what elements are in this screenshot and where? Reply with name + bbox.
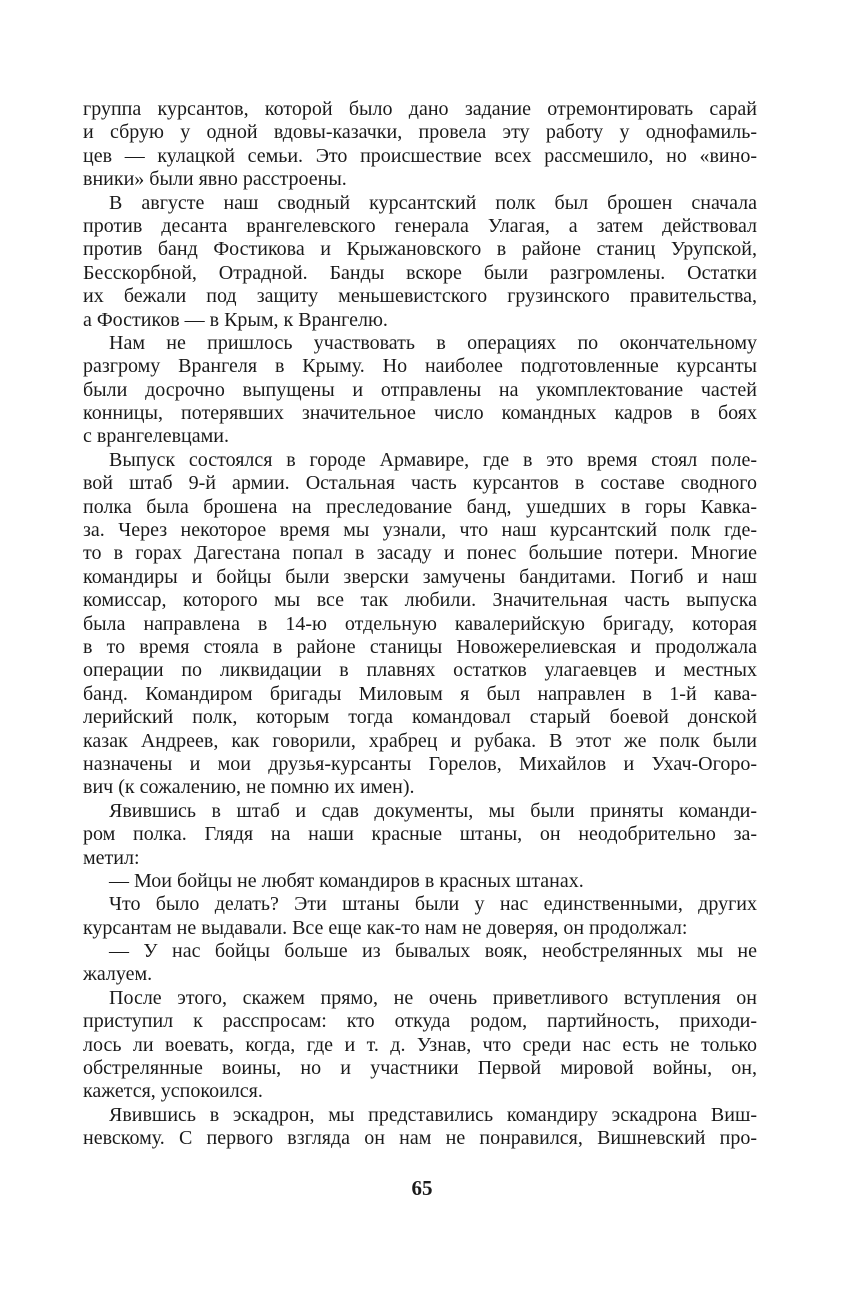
text-line: Явившись в эскадрон, мы представились командиру эскадрона Виш-: [109, 1103, 757, 1126]
paragraph: [83, 1104, 757, 1151]
text-line: назначены и мои друзья-курсанты Горелов, Михайлов и Ухач-Огоро-: [83, 752, 757, 775]
text-line: казак Андреев, как говорили, храбрец и рубака. В этот же полк были: [83, 729, 757, 752]
text-line: цев — кулацкой семьи. Это происшествие всех рассмешило, но «вино-: [83, 144, 757, 167]
text-line: то в горах Дагестана попал в засаду и понес большие потери. Многие: [83, 542, 757, 565]
page-number: 65: [411, 1176, 433, 1200]
text-line: лось ли воевать, когда, где и т. д. Узнав, что среди нас есть не только: [83, 1033, 757, 1056]
text-line: вники» были явно расстроены.: [83, 168, 347, 191]
text-line: После этого, скажем прямо, не очень приветливого вступления он: [109, 986, 757, 1009]
text-line: жалуем.: [83, 963, 153, 986]
text-line: группа курсантов, которой было дано задание отремонтировать сарай: [83, 98, 757, 120]
text-line: Нам не пришлось участвовать в операциях по окончательному: [109, 331, 757, 354]
text-line: операции по ликвидации в плавнях остатков улагаевцев и местных: [83, 659, 757, 682]
text-line: против банд Фостикова и Крыжановского в районе станиц Урупской,: [83, 238, 757, 261]
paragraph: [83, 192, 757, 332]
text-line: вич (к сожалению, не помню их имен).: [83, 776, 415, 799]
text-line: конницы, потерявших значительное число командных кадров в боях: [83, 402, 757, 425]
text-line: Что было делать? Эти штаны были у нас единственными, других: [109, 893, 757, 916]
text-line: были досрочно выпущены и отправлены на укомплектование частей: [83, 378, 757, 401]
text-line: ром полка. Глядя на наши красные штаны, он неодобрительно за-: [83, 823, 757, 846]
paragraph: [83, 332, 757, 449]
text-line: обстрелянные воины, но и участники Первой мировой войны, он,: [83, 1057, 757, 1080]
text-line: кажется, успокоился.: [83, 1080, 263, 1103]
text-line: и сбрую у одной вдовы-казачки, провела эту работу у однофамиль-: [83, 121, 757, 144]
paragraph: [83, 449, 757, 800]
paragraph: [83, 98, 757, 192]
paragraph: [83, 870, 757, 893]
text-line: полка была брошена на преследование банд, ушедших в горы Кавка-: [83, 495, 757, 518]
text-line: Выпуск состоялся в городе Армавире, где в это время стоял поле-: [109, 448, 757, 471]
text-line: разгрому Врангеля в Крыму. Но наиболее подготовленные курсанты: [83, 355, 757, 378]
paragraph: [83, 800, 757, 870]
page-body-text: [83, 98, 757, 1151]
text-line: Явившись в штаб и сдав документы, мы были приняты команди-: [109, 799, 757, 822]
text-line: против десанта врангелевского генерала Улагая, а затем действовал: [83, 214, 757, 237]
text-line: банд. Командиром бригады Миловым я был направлен в 1-й кава-: [83, 682, 757, 705]
text-line: комиссар, которого мы все так любили. Значительная часть выпуска: [83, 589, 757, 612]
paragraph: [83, 940, 757, 987]
text-line: их бежали под защиту меньшевистского грузинского правительства,: [83, 285, 757, 308]
text-line: вой штаб 9-й армии. Остальная часть курсантов в составе сводного: [83, 472, 757, 495]
text-line: а Фостиков — в Крым, к Врангелю.: [83, 308, 388, 331]
text-line: командиры и бойцы были зверски замучены бандитами. Погиб и наш: [83, 565, 757, 588]
text-line: — Мои бойцы не любят командиров в красных штанах.: [109, 869, 584, 892]
text-line: за. Через некоторое время мы узнали, что наш курсантский полк где-: [83, 519, 757, 542]
text-line: Бесскорбной, Отрадной. Банды вскоре были разгромлены. Остатки: [83, 261, 757, 284]
text-line: с врангелевцами.: [83, 425, 229, 448]
text-line: в то время стояла в районе станицы Новожерелиевская и продолжала: [83, 635, 757, 658]
paragraph: [83, 893, 757, 940]
paragraph: [83, 987, 757, 1104]
text-line: невскому. С первого взгляда он нам не понравился, Вишневский про-: [83, 1127, 757, 1150]
text-line: лерийский полк, которым тогда командовал старый боевой донской: [83, 706, 757, 729]
text-line: — У нас бойцы больше из бывалых вояк, необстрелянных мы не: [109, 940, 757, 963]
text-line: приступил к расспросам: кто откуда родом, партийность, приходи-: [83, 1010, 757, 1033]
text-line: курсантам не выдавали. Все еще как-то нам не доверяя, он продолжал:: [83, 916, 688, 939]
text-line: была направлена в 14-ю отдельную кавалерийскую бригаду, которая: [83, 612, 757, 635]
text-line: метил:: [83, 846, 140, 869]
text-line: В августе наш сводный курсантский полк был брошен сначала: [109, 191, 757, 214]
